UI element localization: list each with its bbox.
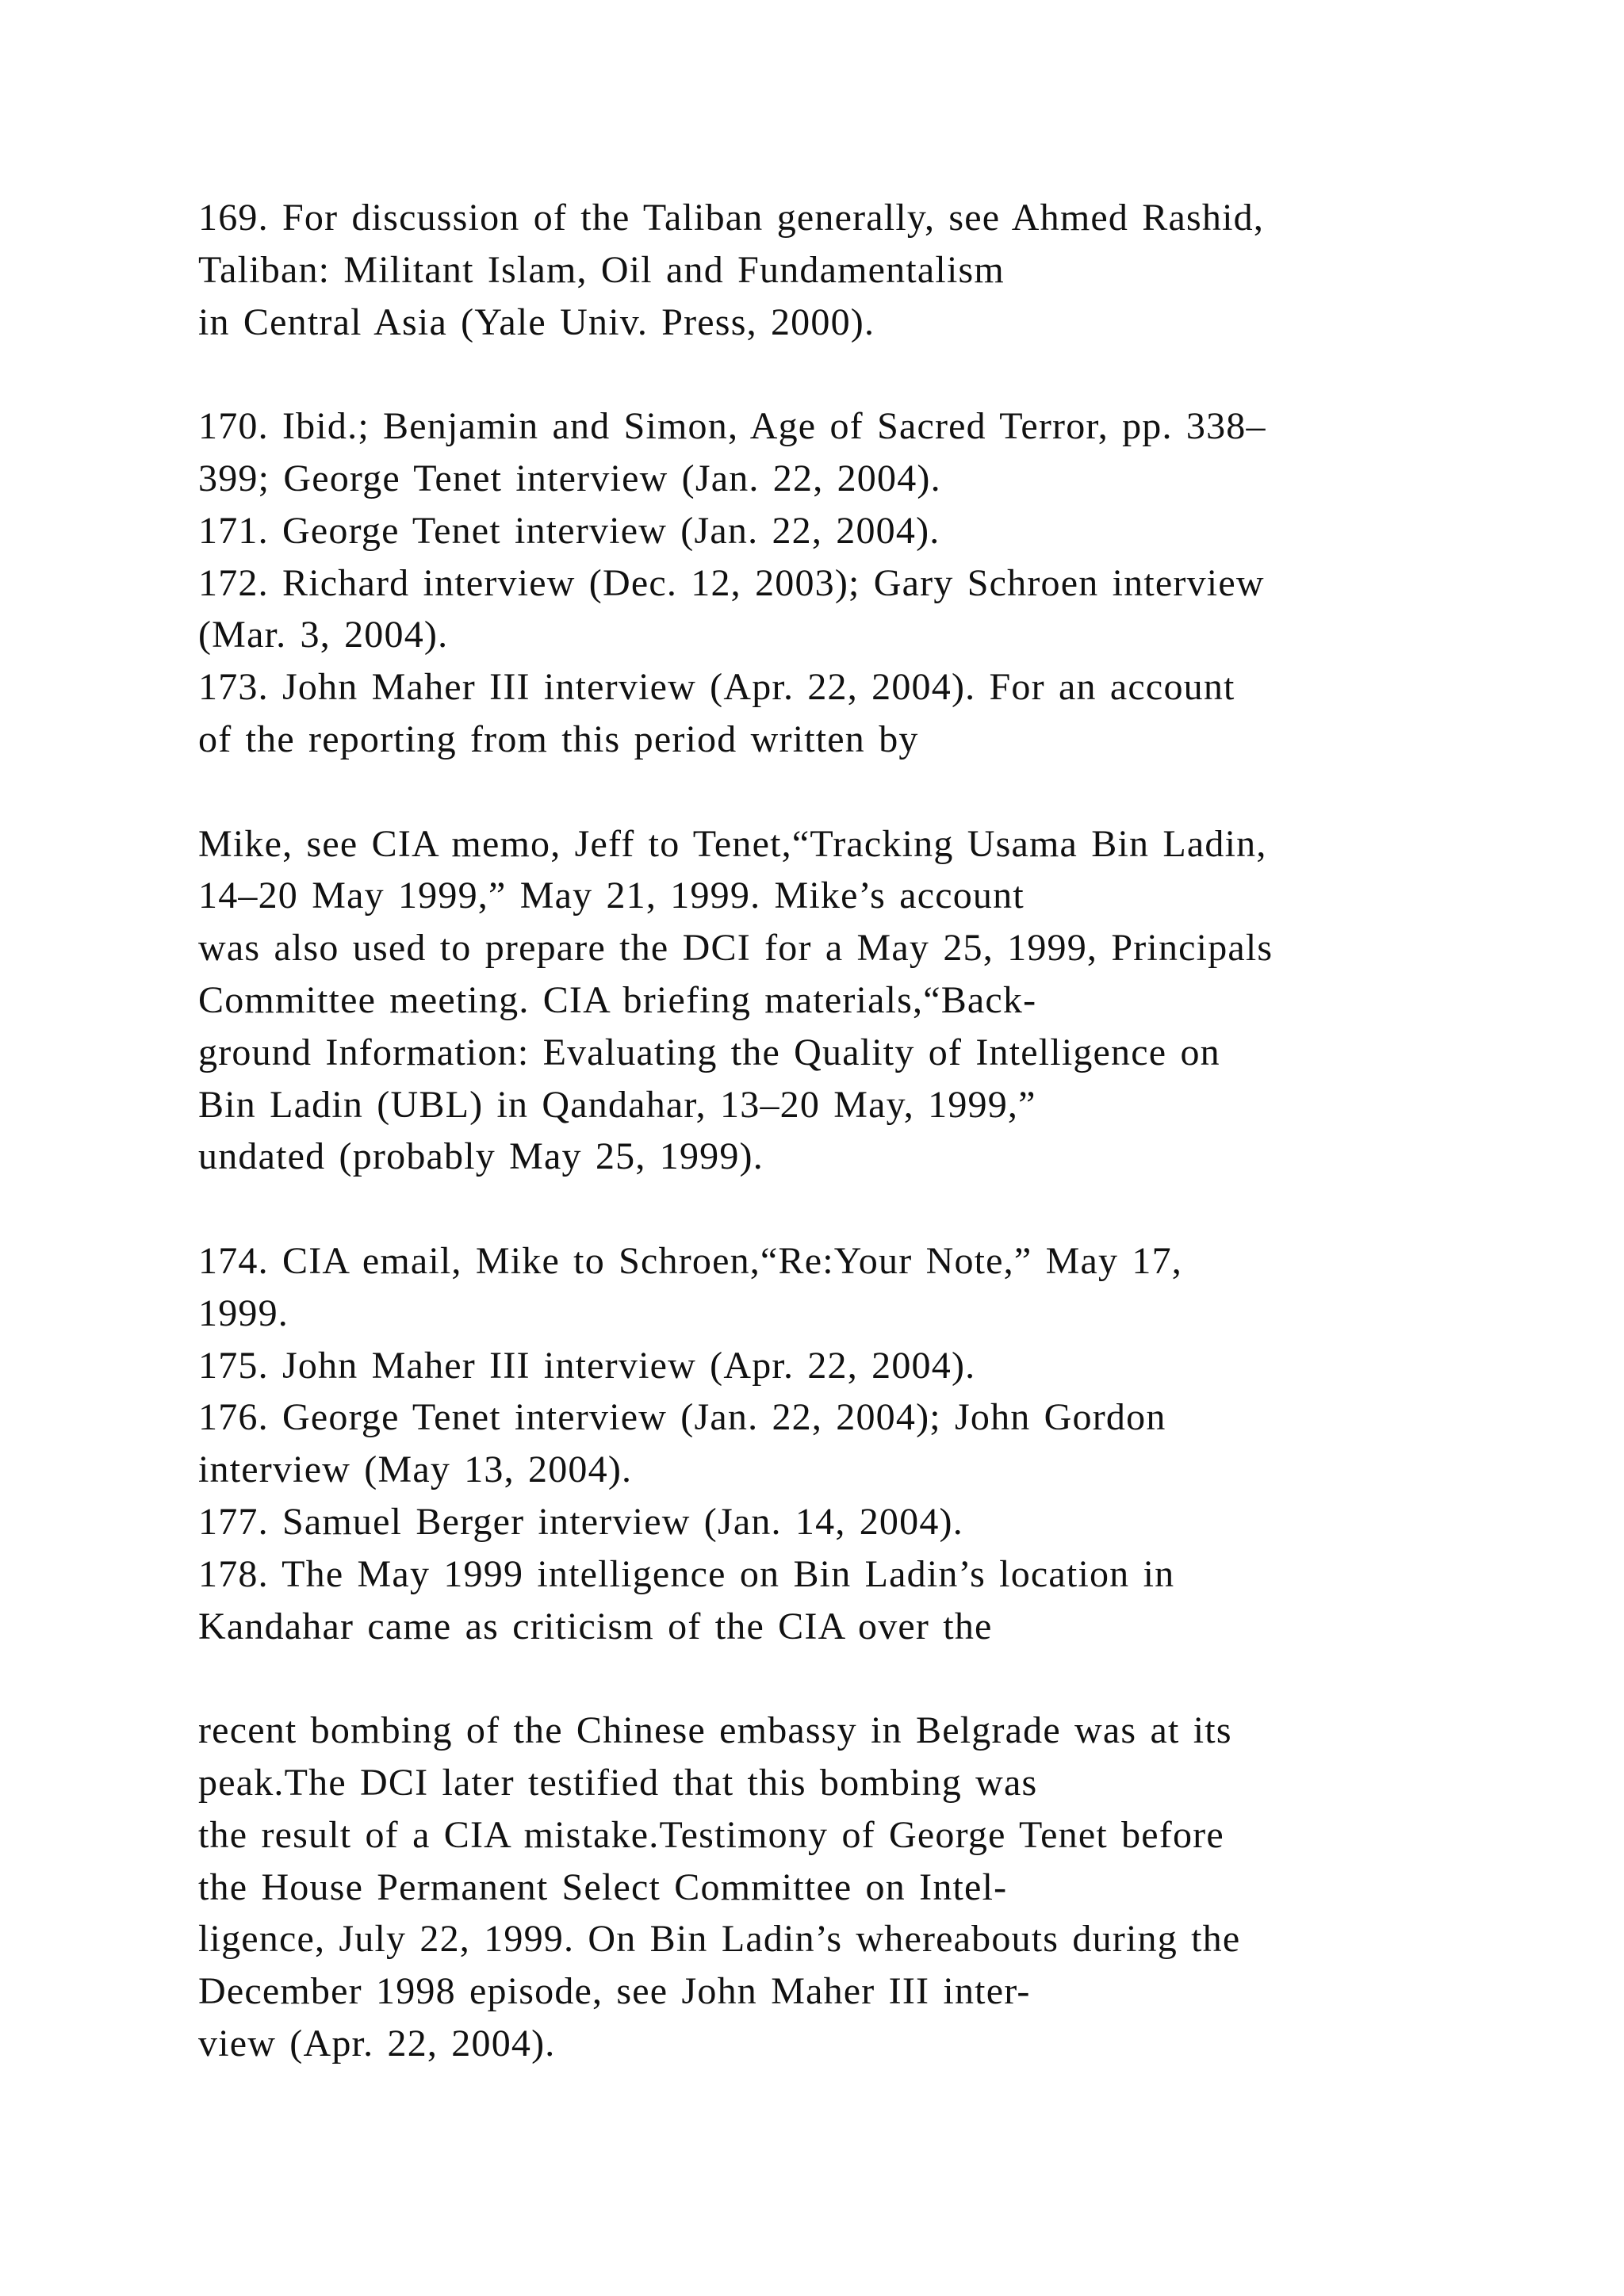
text-line: Committee meeting. CIA briefing materials,“Back- bbox=[198, 978, 1037, 1021]
text-line: in Central Asia (Yale Univ. Press, 2000). bbox=[198, 300, 875, 343]
text-line: the House Permanent Select Committee on Intel- bbox=[198, 1866, 1008, 1908]
text-line: recent bombing of the Chinese embassy in Belgrade was at its bbox=[198, 1709, 1232, 1752]
text-line: 169. For discussion of the Taliban generally, see Ahmed Rashid, bbox=[198, 197, 1265, 239]
text-line: 176. George Tenet interview (Jan. 22, 2004); John Gordon bbox=[198, 1396, 1166, 1439]
text-line: 399; George Tenet interview (Jan. 22, 2004). bbox=[198, 457, 941, 499]
text-line: of the reporting from this period written by bbox=[198, 718, 919, 760]
text-line: December 1998 episode, see John Maher III inter- bbox=[198, 1970, 1031, 2013]
text-line: peak.The DCI later testified that this bombing was bbox=[198, 1761, 1038, 1804]
text-line: interview (May 13, 2004). bbox=[198, 1448, 633, 1491]
text-line: ligence, July 22, 1999. On Bin Ladin’s whereabouts during the bbox=[198, 1918, 1241, 1961]
text-line: 174. CIA email, Mike to Schroen,“Re:Your Note,” May 17, bbox=[198, 1239, 1182, 1282]
paragraph-gap bbox=[198, 348, 1467, 400]
text-line: ground Information: Evaluating the Quality of Intelligence on bbox=[198, 1031, 1220, 1073]
text-line: Bin Ladin (UBL) in Qandahar, 13–20 May, 1999,” bbox=[198, 1083, 1036, 1126]
paragraph-gap bbox=[198, 1183, 1467, 1235]
text-line: (Mar. 3, 2004). bbox=[198, 614, 449, 656]
text-line: Taliban: Militant Islam, Oil and Fundamentalism bbox=[198, 248, 1005, 291]
text-line: Kandahar came as criticism of the CIA over the bbox=[198, 1605, 993, 1647]
text-line: Mike, see CIA memo, Jeff to Tenet,“Tracking Usama Bin Ladin, bbox=[198, 822, 1267, 865]
text-line: 170. Ibid.; Benjamin and Simon, Age of Sacred Terror, pp. 338– bbox=[198, 405, 1266, 448]
text-line: undated (probably May 25, 1999). bbox=[198, 1135, 764, 1178]
text-line: the result of a CIA mistake.Testimony of George Tenet before bbox=[198, 1813, 1224, 1856]
paragraph-gap bbox=[198, 1652, 1467, 1705]
text-line: 178. The May 1999 intelligence on Bin Ladin’s location in bbox=[198, 1552, 1175, 1595]
endnotes-text bbox=[198, 192, 1467, 2070]
text-line: 171. George Tenet interview (Jan. 22, 2004). bbox=[198, 509, 940, 552]
text-line: view (Apr. 22, 2004). bbox=[198, 2022, 556, 2064]
text-line: 172. Richard interview (Dec. 12, 2003); Gary Schroen interview bbox=[198, 561, 1265, 604]
text-line: 175. John Maher III interview (Apr. 22, 2004). bbox=[198, 1344, 976, 1387]
text-line: 177. Samuel Berger interview (Jan. 14, 2004). bbox=[198, 1500, 963, 1543]
text-line: 1999. bbox=[198, 1292, 289, 1334]
text-line: was also used to prepare the DCI for a May 25, 1999, Principals bbox=[198, 927, 1274, 970]
paragraph-gap bbox=[198, 766, 1467, 818]
text-line: 14–20 May 1999,” May 21, 1999. Mike’s account bbox=[198, 874, 1025, 917]
text-line: 173. John Maher III interview (Apr. 22, 2004). For an account bbox=[198, 666, 1235, 709]
